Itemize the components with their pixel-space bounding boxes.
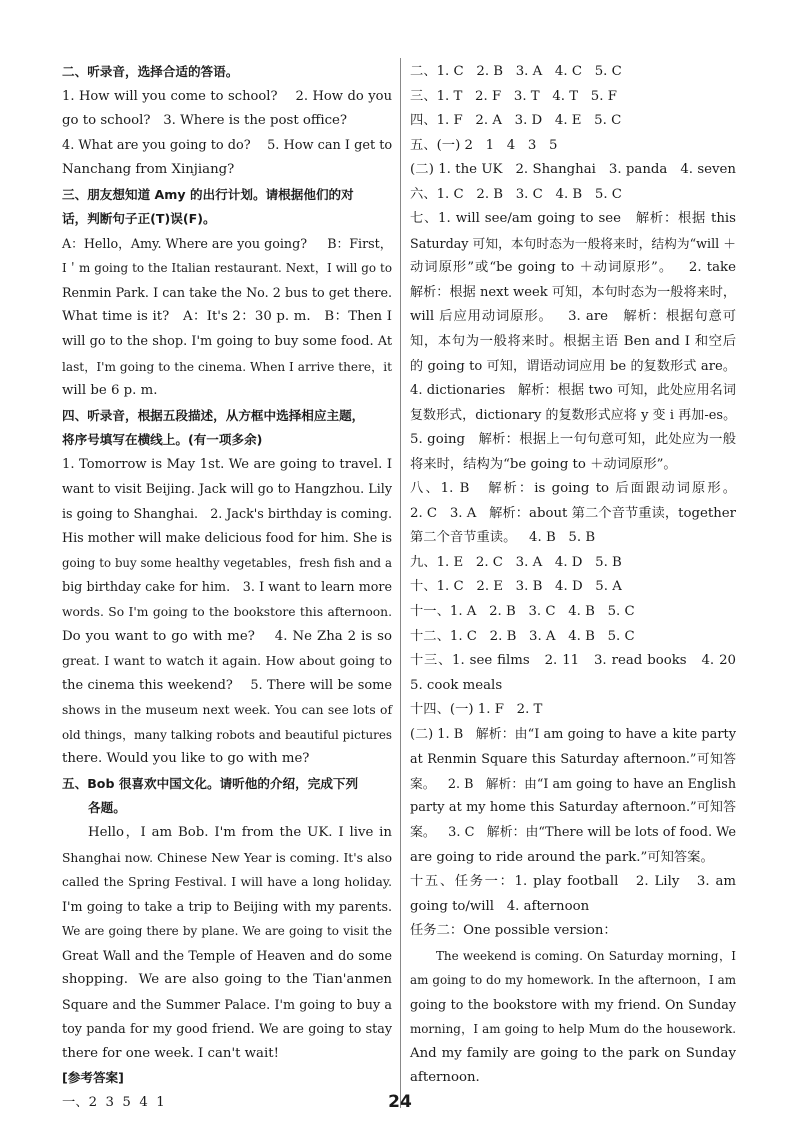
right-column-line: 九、1. E 2. C 3. A 4. D 5. B [410,554,622,570]
right-column-line: will 后应用动词原形。 3. are 解析：根据句意可 [410,309,736,325]
left-column-line: there. Would you like to go with me? [62,751,310,767]
left-column-line: going to buy some healthy vegetables，fresh fish and a [62,555,392,570]
right-column-line: 任务二：One possible version： [410,923,617,939]
right-column-line: party at my home this Saturday afternoon.”可知答 [410,800,736,816]
left-column-line: What time is it? A：It's 2：30 p. m. B：Then I [62,309,392,325]
left-column [62,60,392,1116]
left-column-line: toy panda for my good friend. We are going to stay [62,1021,392,1037]
left-column-line: big birthday cake for him. 3. I want to learn more [62,579,392,595]
right-column-line: 4. dictionaries 解析：根据 two 可知，此处应用名词 [410,383,736,399]
right-column-line: 解析：根据 next week 可知，本句时态为一般将来时， [410,284,736,300]
left-column-line: 一、2 3 5 4 1 [62,1094,165,1110]
left-column-line: 四、听录音，根据五段描述，从方框中选择相应主题， [62,407,365,423]
right-column-line: 2. C 3. A 解析：about 第二个音节重读，together [410,505,736,521]
left-column-line: Renmin Park. I can take the No. 2 bus to get there. [62,284,392,300]
left-column-line: A：Hello，Amy. Where are you going? B：First， [62,235,393,251]
right-column-line: 七、1. will see/am going to see 解析：根据 this [410,211,736,227]
left-column-line: old things，many talking robots and beautiful pictures [62,727,392,742]
left-column-line: is going to Shanghai. 2. Jack's birthday is coming. [62,505,392,521]
left-column-line: Square and the Summer Palace. I'm going to buy a [62,996,392,1012]
left-column-line: I'm going to take a trip to Beijing with my parents. [62,898,392,914]
right-column-line: afternoon. [410,1070,480,1086]
right-column-line: And my family are going to the park on Sunday [410,1045,736,1061]
right-column-line: 知，本句为一般将来时。根据主语 Ben and I 和空后 [410,334,736,350]
right-column-line: 十二、1. C 2. B 3. A 4. B 5. C [410,628,635,644]
left-column-line: want to visit Beijing. Jack will go to Hangzhou. Lily [62,481,392,497]
right-column-line: 四、1. F 2. A 3. D 4. E 5. C [410,113,622,129]
right-column-line: going to the bookstore with my friend. On Sunday [410,996,736,1012]
right-column-line: 案。 3. C 解析：由“There will be lots of food. We [410,824,736,840]
right-column-line: 5. cook meals [410,677,503,693]
left-column-line: Hello，I am Bob. I'm from the UK. I live in [88,824,392,840]
right-column-line: 十五、任务一：1. play football 2. Lily 3. am [410,874,736,890]
right-column-line: are going to ride around the park.”可知答案。 [410,849,714,865]
right-column-line: The weekend is coming. On Saturday morning，I [436,948,736,963]
right-column-line: 八、1. B 解析：is going to 后面跟动词原形。 [410,481,736,497]
left-column-line: called the Spring Festival. I will have a long holiday. [62,875,392,890]
left-column-line: 将序号填写在横线上。(有一项多余) [62,432,263,448]
right-column-line: 复数形式，dictionary 的复数形式应将 y 变 i 再加-es。 [410,407,736,423]
right-column-line: 二、1. C 2. B 3. A 4. C 5. C [410,64,622,79]
right-column-line: 六、1. C 2. B 3. C 4. B 5. C [410,186,622,202]
right-column-line: (二) 1. B 解析：由“I am going to have a kite party [410,726,736,742]
right-column-line: Saturday 可知，本句时态为一般将来时，结构为“will ＋ [410,235,736,251]
left-column-line: shows in the museum next week. You can see lots of [62,703,392,718]
column-divider [400,58,401,1108]
left-column-line: [参考答案] [62,1070,124,1086]
right-column-line: 动词原形”或“be going to ＋动词原形”。 2. take [410,260,736,276]
left-column-line: will go to the shop. I'm going to buy some food. At [62,334,392,350]
right-column-line: at Renmin Square this Saturday afternoon.”可知答 [410,751,736,767]
right-column-line: 十三、1. see films 2. 11 3. read books 4. 20 [410,653,736,669]
right-column-line: 第二个音节重读。 4. B 5. B [410,530,596,546]
left-column-line: there for one week. I can't wait! [62,1045,279,1061]
left-column-line: the cinema this weekend? 5. There will be some [62,677,392,693]
left-column-line: 话，判断句子正(T)误(F)。 [62,211,216,227]
right-column-line: 三、1. T 2. F 3. T 4. T 5. F [410,88,617,104]
right-column-line: 案。 2. B 解析：由“I am going to have an English [410,775,736,791]
right-column [410,60,736,1091]
right-column-line: 的 going to 可知，谓语动词应用 be 的复数形式 are。 [410,358,736,374]
right-column-line: 十一、1. A 2. B 3. C 4. B 5. C [410,604,635,620]
left-column-line: 五、Bob 很喜欢中国文化。请听他的介绍，完成下列 [62,775,359,791]
left-column-line: I＇m going to the Italian restaurant. Next，I will go to [62,261,392,276]
left-column-line: Do you want to go with me? 4. Ne Zha 2 is so [62,628,392,644]
left-column-line: words. So I'm going to the bookstore this afternoon. [62,605,392,620]
left-column-line: His mother will make delicious food for him. She is [62,530,392,546]
left-column-line: Nanchang from Xinjiang? [62,162,235,178]
right-column-line: 十、1. C 2. E 3. B 4. D 5. A [410,579,622,595]
left-column-line: will be 6 p. m. [62,383,158,399]
left-column-line: 二、听录音，选择合适的答语。 [62,64,239,79]
left-column-line: We are going there by plane. We are going to visit the [62,924,392,939]
right-column-line: 五、(一) 2 1 4 3 5 [410,137,558,153]
left-column-line: 三、朋友想知道 Amy 的出行计划。请根据他们的对 [62,186,354,202]
right-column-line: 十四、(一) 1. F 2. T [410,702,543,718]
page-number: 24 [388,1092,412,1112]
right-column-line: morning，I am going to help Mum do the housework. [410,1022,736,1037]
right-column-line: am going to do my homework. In the afternoon，I am [410,973,736,988]
left-column-line: 1. How will you come to school? 2. How do you [62,88,392,104]
right-column-line: 5. going 解析：根据上一句句意可知，此处应为一般 [410,432,736,448]
right-column-line: (二) 1. the UK 2. Shanghai 3. panda 4. seven [410,162,736,178]
left-column-line: 1. Tomorrow is May 1st. We are going to travel. I [62,456,392,472]
right-column-line: 将来时，结构为“be going to ＋动词原形”。 [410,456,677,472]
left-column-line: Shanghai now. Chinese New Year is coming. It's also [62,850,392,865]
left-column-line: go to school? 3. Where is the post office? [62,113,348,129]
right-column-line: going to/will 4. afternoon [410,898,590,914]
left-column-line: last，I'm going to the cinema. When I arrive there，it [62,359,392,374]
left-column-line: shopping. We are also going to the Tian'anmen [62,972,392,988]
left-column-line: Great Wall and the Temple of Heaven and do some [62,947,392,963]
left-column-line: 各题。 [88,800,126,816]
left-column-line: 4. What are you going to do? 5. How can I get to [62,137,393,153]
left-column-line: great. I want to watch it again. How about going to [62,653,392,669]
